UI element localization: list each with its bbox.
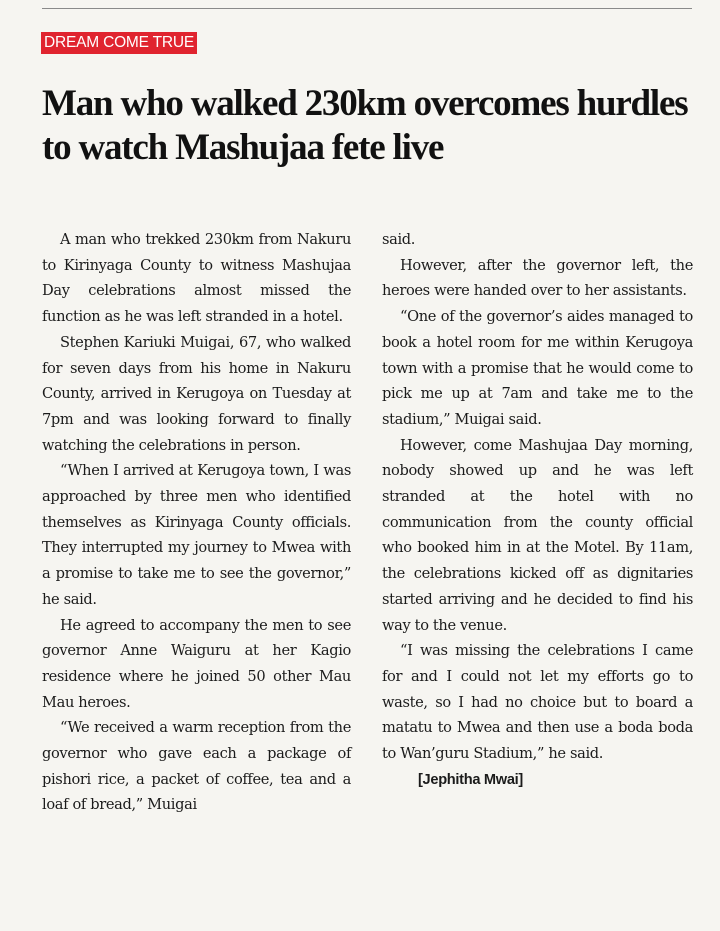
top-rule <box>42 8 692 9</box>
paragraph: Stephen Kariuki Muigai, 67, who walked for seven days from his home in Nakuru County, arrived in Kerugoya on Tuesday at 7pm and was looking forward to finally watching the celebrations in person. <box>42 333 351 454</box>
headline: Man who walked 230km overcomes hurdles to watch Mashujaa fete live <box>42 83 688 168</box>
section-kicker: DREAM COME TRUE <box>41 32 197 54</box>
paragraph: However, come Mashujaa Day morning, nobody showed up and he was left stranded at the hotel with no communication from the county official who booked him in at the Motel. By 11am, the celebrations kicked off as dignitaries started arriving and he decided to find his way to the venue. <box>382 436 693 634</box>
paragraph: However, after the governor left, the heroes were handed over to her assistants. <box>382 256 693 300</box>
paragraph: “When I arrived at Kerugoya town, I was approached by three men who identified themselves as Kirinyaga County officials. They interrupted my journey to Mwea with a promise to take me to see the governor,” he said. <box>42 462 351 608</box>
paragraph: He agreed to accompany the men to see governor Anne Waiguru at her Kagio residence where he joined 50 other Mau Mau heroes. <box>42 616 351 711</box>
paragraph: “One of the governor’s aides managed to book a hotel room for me within Kerugoya town with a promise that he would come to pick me up at 7am and take me to the stadium,” Muigai said. <box>382 308 693 428</box>
article-column-right <box>382 227 693 793</box>
byline: [Jephitha Mwai] <box>418 771 523 788</box>
paragraph: “We received a warm reception from the governor who gave each a package of pishori rice, a packet of coffee, tea and a loaf of bread,” Muigai <box>42 719 351 814</box>
article-column-left <box>42 227 351 818</box>
paragraph: said. <box>382 231 416 248</box>
paragraph: A man who trekked 230km from Nakuru to Kirinyaga County to witness Mashujaa Day celebrations almost missed the function as he was left stranded in a hotel. <box>42 231 351 326</box>
paragraph: “I was missing the celebrations I came for and I could not let my efforts go to waste, so I had no choice but to board a matatu to Mwea and then use a boda boda to Wan’guru Stadium,” he said. <box>382 642 693 763</box>
